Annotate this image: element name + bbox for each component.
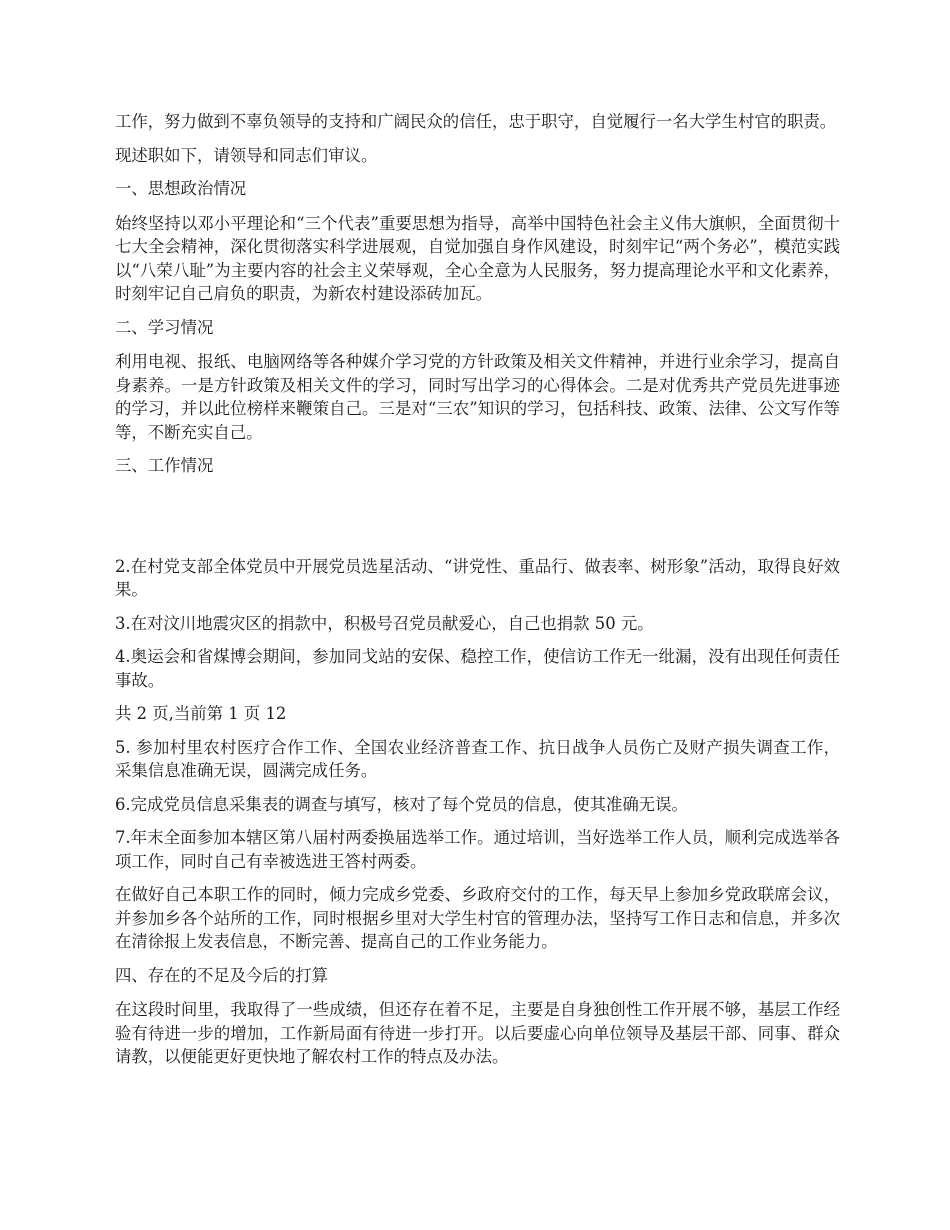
section-heading-shortcomings: 四、存在的不足及今后的打算 [115, 965, 329, 985]
page-info: 共 2 页,当前第 1 页 12 [115, 704, 287, 723]
study-paragraph: 利用电视、报纸、电脑网络等各种媒介学习党的方针政策及相关文件精神，并进行业余学习，提高自身素养。一是方针政策及相关文件的学习，同时写出学习的心得体会。二是对优秀共产党员先进事迹的学习，并以此位榜样来鞭策自己。三是对“三农”知识的学习，包括科技、政策、法律、公文写作等等，不断充实自己。 [115, 352, 840, 442]
work-item-3: 3.在对汶川地震灾区的捐款中，积极号召党员献爱心，自己也捐款 50 元。 [115, 613, 654, 633]
work-item-2: 2.在村党支部全体党员中开展党员选星活动、“讲党性、重品行、做表率、树形象”活动，取得良好效果。 [115, 556, 840, 599]
blank-space [115, 489, 840, 555]
work-item-5: 5. 参加村里农村医疗合作工作、全国农业经济普查工作、抗日战争人员伤亡及财产损失调查工作，采集信息准确无误，圆满完成任务。 [115, 737, 840, 780]
intro-paragraph: 工作，努力做到不辜负领导的支持和广阔民众的信任，忠于职守，自觉履行一名大学生村官的职责。 [115, 112, 837, 131]
work-item-7: 7.年末全面参加本辖区第八届村两委换届选举工作。通过培训，当好选举工作人员，顺利完成选举各项工作，同时自己有幸被选进王答村两委。 [115, 828, 840, 871]
document-page [115, 110, 840, 1079]
section-heading-political: 一、思想政治情况 [115, 179, 247, 198]
extra-work-paragraph: 在做好自己本职工作的同时，倾力完成乡党委、乡政府交付的工作，每天早上参加乡党政联席会议，并参加乡各个站所的工作，同时根据乡里对大学生村官的管理办法，坚持写工作日志和信息，并多次在清徐报上发表信息，不断完善、提高自己的工作业务能力。 [115, 885, 840, 951]
political-paragraph: 始终坚持以邓小平理论和“三个代表”重要思想为指导，高举中国特色社会主义伟大旗帜，全面贯彻十七大全会精神，深化贯彻落实科学进展观，自觉加强自身作风建设，时刻牢记“两个务必”，模范实践以“八荣八耻”为主要内容的社会主义荣辱观，全心全意为人民服务，努力提高理论水平和文化素养，时刻牢记自己肩负的职责，为新农村建设添砖加瓦。 [115, 213, 840, 303]
work-item-6: 6.完成党员信息采集表的调查与填写，核对了每个党员的信息，使其准确无误。 [115, 794, 688, 814]
section-heading-work: 三、工作情况 [115, 456, 214, 475]
shortcomings-paragraph: 在这段时间里，我取得了一些成绩，但还存在着不足，主要是自身独创性工作开展不够，基层工作经验有待进一步的增加，工作新局面有待进一步打开。以后要虚心向单位领导及基层干部、同事、群众请教，以便能更好更快地了解农村工作的特点及办法。 [115, 1000, 840, 1066]
report-paragraph: 现述职如下，请领导和同志们审议。 [115, 145, 378, 165]
work-item-4: 4.奥运会和省煤博会期间，参加同戈站的安保、稳控工作，使信访工作无一纰漏，没有出现任何责任事故。 [115, 647, 840, 690]
section-heading-study: 二、学习情况 [115, 317, 214, 337]
